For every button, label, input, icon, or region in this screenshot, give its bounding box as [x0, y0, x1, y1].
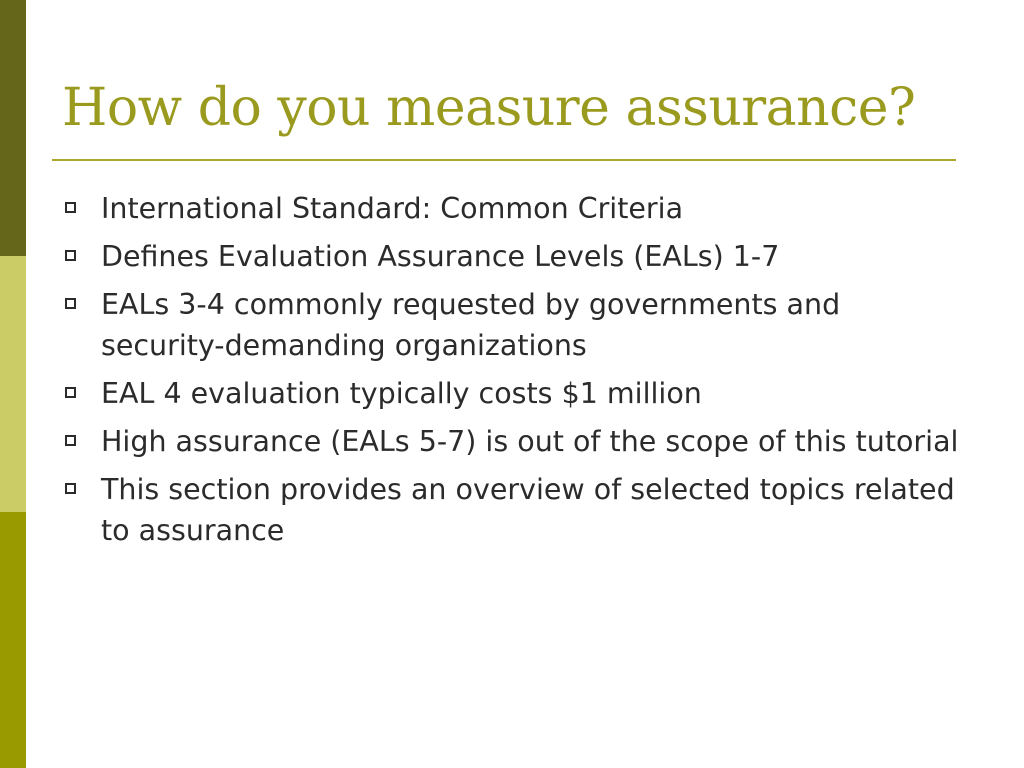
bullet-text: EALs 3-4 commonly requested by governments and security-demanding organizations [101, 288, 841, 362]
title-divider [52, 159, 956, 161]
bullet-list [62, 188, 962, 558]
decor-band-bottom [0, 512, 26, 768]
hollow-square-icon [65, 387, 76, 398]
hollow-square-icon [65, 435, 76, 446]
bullet-text: International Standard: Common Criteria [101, 192, 684, 225]
decor-band-middle [0, 256, 26, 512]
bullet-text: Defines Evaluation Assurance Levels (EALs) 1-7 [101, 240, 780, 273]
bullet-item [62, 284, 962, 366]
bullet-item [62, 421, 962, 462]
decor-band-top [0, 0, 26, 256]
bullet-item [62, 469, 962, 551]
hollow-square-icon [65, 202, 76, 213]
hollow-square-icon [65, 483, 76, 494]
bullet-text: This section provides an overview of selected topics related to assurance [101, 473, 955, 547]
bullet-item [62, 188, 962, 229]
hollow-square-icon [65, 298, 76, 309]
hollow-square-icon [65, 250, 76, 261]
slide-title: How do you measure assurance? [62, 78, 916, 138]
bullet-text: EAL 4 evaluation typically costs $1 million [101, 377, 702, 410]
bullet-text: High assurance (EALs 5-7) is out of the scope of this tutorial [101, 425, 959, 458]
bullet-item [62, 373, 962, 414]
bullet-item [62, 236, 962, 277]
